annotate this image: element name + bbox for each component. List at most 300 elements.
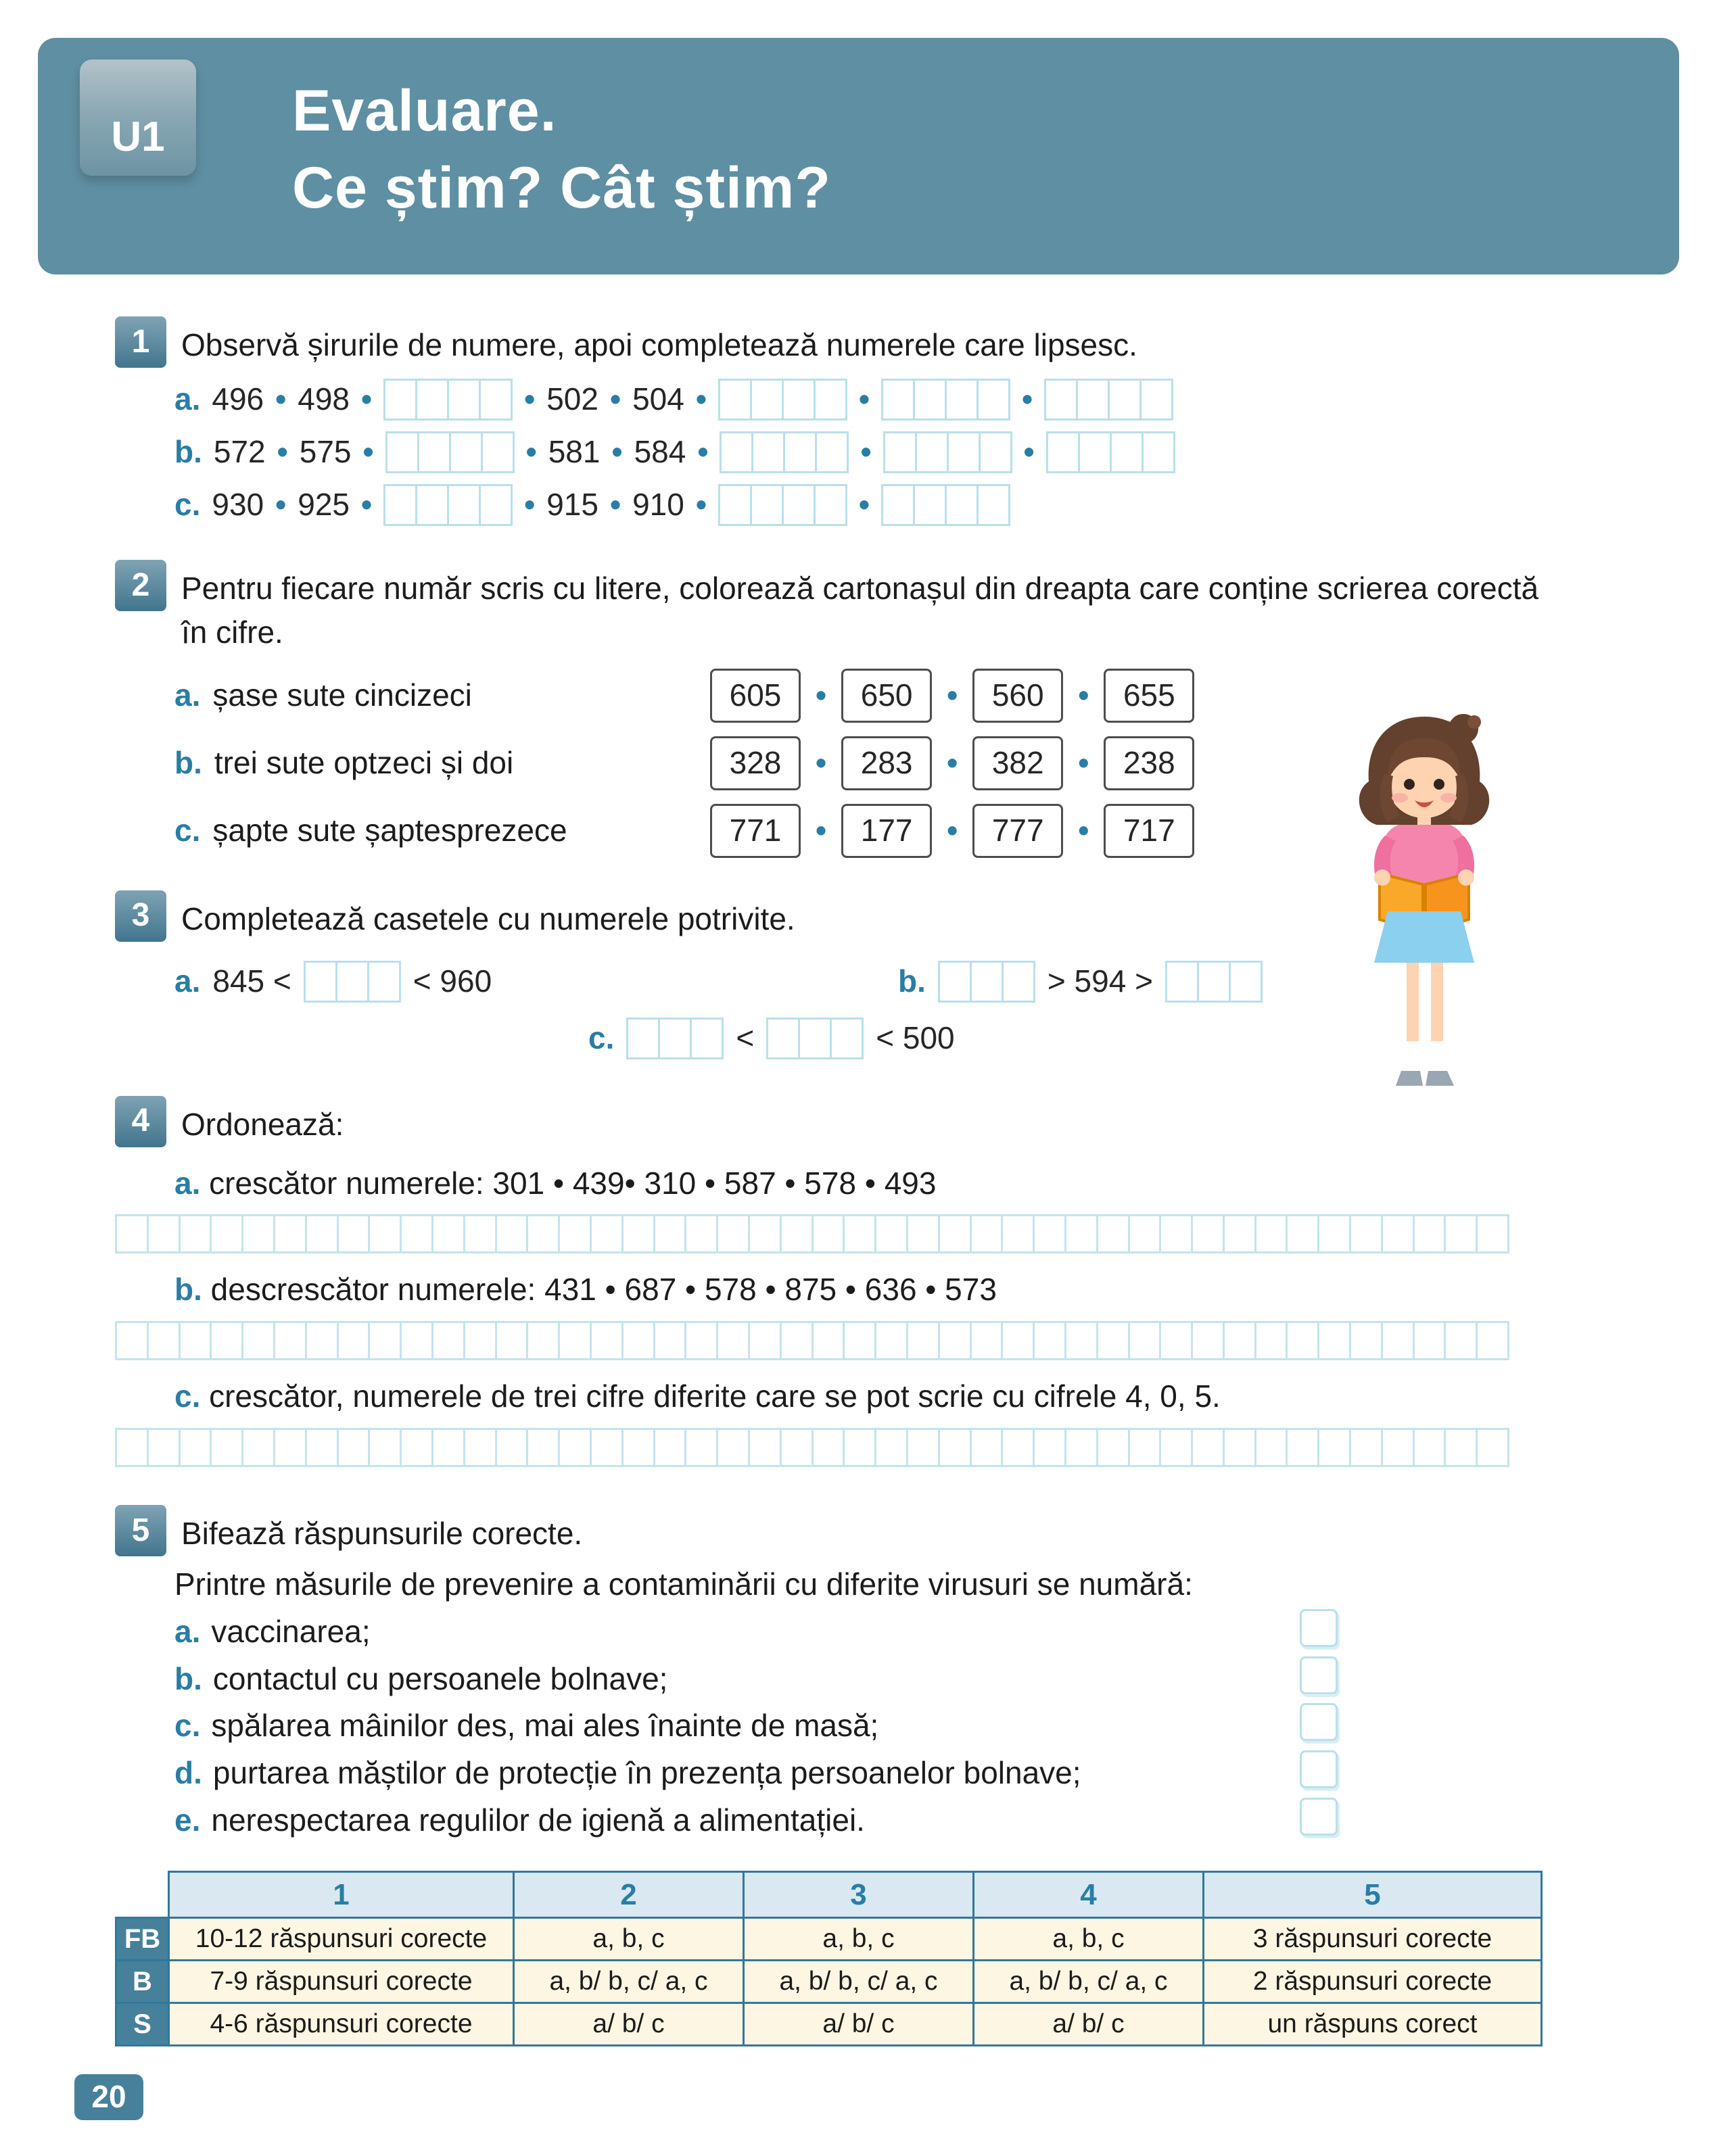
page-title-line2: Ce știm? Cât știm? [292,155,831,220]
bullet-separator: • [609,487,621,523]
answer-cell [815,431,849,473]
exercise-5-prompt: Bifează răspunsurile corecte. [181,1516,583,1552]
bullet-separator: • [695,487,707,523]
answer-cell [1064,1214,1098,1253]
answer-cell [906,1214,940,1253]
answer-cell [913,379,947,421]
answer-cell [210,1321,243,1360]
exercise-5-intro: Printre măsurile de prevenire a contaminării cu diferite virusuri se numără: [174,1566,1193,1602]
bullet-separator: • [277,434,288,470]
item-label: a. [174,963,201,999]
answer-cell [830,1017,864,1059]
table-cell: a, b/ b, c/ a, c [974,1960,1204,2003]
answer-cell [241,1214,275,1253]
answer-cell [653,1214,687,1253]
table-header-cell: 1 [169,1871,514,1917]
answer-cell [814,484,847,526]
missing-number-boxes[interactable] [881,379,1010,421]
bullet-separator: • [360,487,373,523]
answer-cell [1286,1321,1319,1360]
ordering-item-b [174,1270,1637,1310]
answer-cell [690,1017,724,1059]
answer-cell [241,1428,275,1467]
answer-cell [417,431,451,473]
answer-card[interactable]: 650 [841,669,932,723]
check-item-text: spălarea mâinilor des, mai ales înainte de masă; [211,1708,879,1744]
answer-cell [970,1428,1004,1467]
sequence-number: 502 [546,381,598,417]
answer-box[interactable] [766,1017,864,1059]
answer-cell [415,379,449,421]
answer-cell [1128,1321,1162,1360]
item-label: d. [174,1755,202,1791]
answer-cell [431,1321,465,1360]
item-label: a. [174,1613,201,1649]
answer-cell [305,1214,339,1253]
answer-cell [383,484,417,526]
answer-cell [1159,1321,1193,1360]
answer-cell [1444,1428,1478,1467]
answer-cell [1317,1214,1351,1253]
answer-cell [843,1428,876,1467]
answer-box[interactable] [626,1017,724,1059]
answer-cell [1317,1428,1351,1467]
answer-cell [938,961,972,1003]
bullet-separator: • [275,381,287,417]
inequality-text: 845 < [212,963,291,999]
answer-cell [843,1214,876,1253]
table-row [116,1917,1542,1960]
answer-cell [179,1321,212,1360]
answer-cell [716,1428,750,1467]
table-cell: a, b, c [974,1917,1204,1960]
bullet-separator: • [611,434,623,470]
exercise-5-number-badge: 5 [115,1505,166,1556]
sequence-number: 930 [212,487,264,523]
item-label: e. [174,1802,201,1838]
answer-cell [335,961,369,1003]
answer-card[interactable]: 655 [1104,669,1194,723]
answer-cell [463,1321,497,1360]
answer-cell [305,1428,339,1467]
answer-cell [431,1214,465,1253]
missing-number-boxes[interactable] [385,431,515,473]
answer-cell [479,379,513,421]
answer-cell [1286,1214,1319,1253]
exercise-2-number-badge: 2 [115,560,166,611]
answer-checkbox[interactable] [1300,1703,1338,1741]
sequence-number: 925 [298,487,350,523]
answer-cell [1349,1321,1383,1360]
answer-cell [938,1321,972,1360]
answer-cell [798,1017,832,1059]
word-number-row-b [174,736,1637,790]
table-cell: a, b, c [744,1917,974,1960]
answer-cell [1197,961,1231,1003]
answer-cell [115,1428,149,1467]
answer-cell [750,484,784,526]
table-cell: a, b/ b, c/ a, c [514,1960,744,2003]
item-label: c. [174,487,201,523]
page-title [292,73,831,226]
answer-cell [938,1214,972,1253]
page-content [115,316,1637,2046]
check-item-a [174,1612,1637,1652]
exercise-4-header [115,1096,1637,1147]
answer-cell [558,1428,592,1467]
answer-cell [449,431,483,473]
missing-number-boxes[interactable] [718,484,847,526]
page-number-badge: 20 [74,2074,143,2120]
sequence-number: 572 [213,434,266,470]
answer-cell [1096,1321,1130,1360]
answer-cell [495,1321,529,1360]
answer-cell [626,1017,660,1059]
table-cell: 7-9 răspunsuri corecte [169,1960,514,2003]
answer-cell [1317,1321,1351,1360]
missing-number-boxes[interactable] [720,431,849,473]
answer-cell [383,379,417,421]
answer-cell [780,1428,814,1467]
check-item-text: contactul cu persoanele bolnave; [212,1660,668,1696]
answer-cell [1254,1321,1288,1360]
answer-strip[interactable] [115,1214,1509,1253]
answer-cell [1076,379,1110,421]
bullet-separator: • [947,677,958,713]
bullet-separator: • [1078,812,1089,848]
missing-number-boxes[interactable] [881,484,1010,526]
sequence-row-b [174,431,1637,473]
exercise-5 [115,1505,1637,1841]
table-cell: 2 răspunsuri corecte [1204,1960,1542,2003]
answer-cell [812,1321,845,1360]
answer-cell [1381,1214,1415,1253]
answer-cell [874,1321,908,1360]
bullet-separator: • [858,487,870,523]
item-label: b. [174,434,202,470]
answer-cell [1064,1428,1098,1467]
answer-cell [718,484,752,526]
bullet-separator: • [947,744,958,780]
answer-card[interactable]: 238 [1104,736,1194,790]
answer-cell [1139,379,1173,421]
answer-cell [447,484,481,526]
answer-cell [1064,1321,1098,1360]
answer-cell [305,1321,339,1360]
answer-cell [684,1428,718,1467]
answer-cell [368,1321,402,1360]
answer-cards [710,804,1194,858]
answer-strip[interactable] [115,1321,1509,1360]
answer-cell [1191,1214,1225,1253]
answer-cell [590,1214,624,1253]
answer-cell [750,379,784,421]
bullet-separator: • [1078,677,1089,713]
ordering-item-a [174,1164,1637,1204]
ordering-item-c [174,1376,1637,1417]
answer-checkbox[interactable] [1300,1750,1338,1788]
answer-checkbox[interactable] [1300,1798,1338,1836]
answer-cell [431,1428,465,1467]
answer-cell [385,431,419,473]
answer-cell [179,1214,212,1253]
answer-cell [621,1321,655,1360]
bullet-separator: • [524,381,536,417]
answer-cell [368,1428,402,1467]
answer-cell [720,431,753,473]
table-header-row [116,1871,1542,1917]
answer-cell [115,1321,149,1360]
table-cell: a/ b/ c [514,2003,744,2045]
corner-cell [116,1871,169,1917]
answer-cell [1286,1428,1319,1467]
bullet-separator: • [524,487,536,523]
sequence-number: 504 [632,381,684,417]
answer-cell [1096,1428,1130,1467]
table-row [116,2003,1542,2045]
answer-cell [621,1214,655,1253]
answer-card[interactable]: 605 [710,669,801,723]
answer-cell [1349,1428,1383,1467]
answer-cell [1001,1321,1035,1360]
answer-cell [658,1017,692,1059]
answer-cell [970,961,1004,1003]
missing-number-boxes[interactable] [1044,379,1173,421]
exercise-3 [115,890,1637,1059]
answer-cell [684,1214,718,1253]
missing-number-boxes[interactable] [383,379,513,421]
table-cell: 3 răspunsuri corecte [1204,1917,1542,1960]
answer-cell [115,1214,149,1253]
number-in-words: șase sute cincizeci [212,677,472,713]
check-item-e [174,1800,1637,1841]
exercise-4-number-badge: 4 [115,1096,166,1147]
answer-cell [210,1428,243,1467]
sequence-row-a [174,379,1637,421]
answer-box[interactable] [304,961,401,1003]
answer-cell [874,1214,908,1253]
answer-cell [526,1214,560,1253]
answer-cell [526,1428,560,1467]
missing-number-boxes[interactable] [1046,431,1175,473]
sequence-number: 496 [212,381,264,417]
answer-card[interactable]: 560 [972,669,1063,723]
answer-checkbox[interactable] [1300,1609,1338,1647]
exercise-3-header [115,890,1637,942]
sequence-number: 581 [548,434,601,470]
table-cell: a/ b/ c [974,2003,1204,2045]
answer-cell [147,1321,181,1360]
answer-cell [938,1428,972,1467]
item-label: c. [174,1379,201,1414]
answer-cell [1142,431,1175,473]
answer-cell [367,961,401,1003]
answer-card[interactable]: 382 [972,736,1063,790]
answer-cell [1476,1214,1509,1253]
answer-cell [716,1214,750,1253]
exercise-4 [115,1096,1637,1467]
answer-card[interactable]: 328 [710,736,801,790]
answer-cell [273,1321,307,1360]
inequality-line-2 [588,1017,1637,1059]
check-item-text: nerespectarea regulilor de igienă a alimentației. [211,1802,865,1838]
ordering-text: descrescător numerele: 431 • 687 • 578 • 875 • 636 • 573 [210,1272,997,1308]
answer-box[interactable] [938,961,1035,1003]
number-in-words: trei sute optzeci și doi [214,744,514,780]
item-label: c. [588,1020,615,1055]
answer-card[interactable]: 777 [972,804,1063,858]
answer-cell [748,1428,782,1467]
answer-cell [782,379,816,421]
answer-cell [1413,1428,1446,1467]
exercise-2-header [115,560,1637,655]
answer-strip[interactable] [115,1428,1509,1467]
sequence-row-c [174,484,1637,526]
item-label: b. [898,963,926,999]
answer-cell [970,1214,1004,1253]
answer-cell [1001,1214,1035,1253]
bullet-separator: • [816,744,827,780]
grade-cell: FB [116,1917,169,1960]
answer-cell [1413,1214,1446,1253]
answer-cards [710,736,1194,790]
bullet-separator: • [695,381,707,417]
table-cell: a, b/ b, c/ a, c [744,1960,974,2003]
item-label: b. [174,744,202,780]
answer-cell [977,379,1010,421]
answer-cell [1254,1428,1288,1467]
answer-cell [304,961,337,1003]
answer-cell [447,379,481,421]
answer-cell [558,1321,592,1360]
answer-cell [782,484,816,526]
table-cell: a, b, c [514,1917,744,1960]
table-cell: 10-12 răspunsuri corecte [169,1917,514,1960]
bullet-separator: • [816,812,827,848]
answer-cell [906,1321,940,1360]
table-header-cell: 2 [514,1871,744,1917]
bullet-separator: • [697,434,709,470]
answer-cell [400,1321,433,1360]
answer-cell [1044,379,1078,421]
bullet-separator: • [1023,434,1035,470]
answer-cell [874,1428,908,1467]
answer-box[interactable] [1165,961,1263,1003]
bullet-separator: • [362,434,374,470]
answer-cell [1108,379,1142,421]
answer-cell [718,379,752,421]
inequality-text: > 594 > [1047,963,1153,999]
bullet-separator: • [860,434,872,470]
check-item-b [174,1659,1637,1700]
answer-checkbox[interactable] [1300,1656,1338,1694]
item-label: b. [174,1272,202,1308]
answer-cell [621,1428,655,1467]
answer-cell [1413,1321,1446,1360]
answer-cell [273,1214,307,1253]
answer-cell [368,1214,402,1253]
answer-cell [273,1428,307,1467]
answer-cell [812,1428,845,1467]
answer-cell [1223,1214,1256,1253]
answer-cell [1254,1214,1288,1253]
answer-cell [1444,1321,1478,1360]
answer-cell [814,379,847,421]
answer-cards [710,669,1194,723]
answer-cell [684,1321,718,1360]
answer-cell [495,1214,529,1253]
inequality-text: < 500 [876,1020,955,1055]
check-item-d [174,1753,1637,1794]
answer-cell [1165,961,1199,1003]
item-label: a. [174,381,201,417]
answer-cell [400,1214,433,1253]
answer-cell [970,1321,1004,1360]
answer-cell [748,1214,782,1253]
answer-cell [337,1214,371,1253]
answer-cell [780,1214,814,1253]
missing-number-boxes[interactable] [718,379,847,421]
grade-cell: B [116,1960,169,2003]
answer-cell [843,1321,876,1360]
missing-number-boxes[interactable] [883,431,1012,473]
answer-cell [1033,1214,1066,1253]
answer-cell [1381,1428,1415,1467]
table-header-cell: 5 [1204,1871,1542,1917]
answer-cell [1349,1214,1383,1253]
item-label: b. [174,1660,202,1696]
answer-cell [748,1321,782,1360]
ordering-text: crescător numerele: 301 • 439• 310 • 587 • 578 • 493 [209,1165,937,1201]
answer-cell [147,1214,181,1253]
answer-card[interactable]: 283 [841,736,932,790]
answer-cell [558,1214,592,1253]
exercise-3-number-badge: 3 [115,890,166,942]
answer-cell [179,1428,212,1467]
answer-cell [1159,1214,1193,1253]
answer-card[interactable]: 771 [710,804,801,858]
word-number-row-a [174,669,1637,723]
answer-cell [1159,1428,1193,1467]
page-title-line1: Evaluare. [292,78,557,143]
answer-cell [1223,1428,1256,1467]
table-header-cell: 3 [744,1871,974,1917]
item-label: a. [174,677,201,713]
check-item-text: purtarea măștilor de protecție în prezența persoanelor bolnave; [212,1755,1081,1791]
answer-cell [337,1428,371,1467]
answer-cell [1229,961,1263,1003]
check-item-text: vaccinarea; [211,1613,371,1649]
answer-card[interactable]: 177 [841,804,932,858]
answer-card[interactable]: 717 [1104,804,1194,858]
item-label: c. [174,812,201,848]
answer-cell [780,1321,814,1360]
bullet-separator: • [816,677,827,713]
exercise-5-header [115,1505,1637,1556]
missing-number-boxes[interactable] [383,484,513,526]
answer-cell [1128,1428,1162,1467]
answer-cell [716,1321,750,1360]
answer-cell [766,1017,800,1059]
inequality-text: < 960 [413,963,492,999]
bullet-separator: • [360,381,373,417]
answer-cell [1444,1214,1478,1253]
answer-cell [590,1428,624,1467]
table-header-cell: 4 [974,1871,1204,1917]
answer-cell [751,431,785,473]
bullet-separator: • [947,812,958,848]
exercise-3-prompt: Completează casetele cu numerele potrivite. [181,901,795,936]
